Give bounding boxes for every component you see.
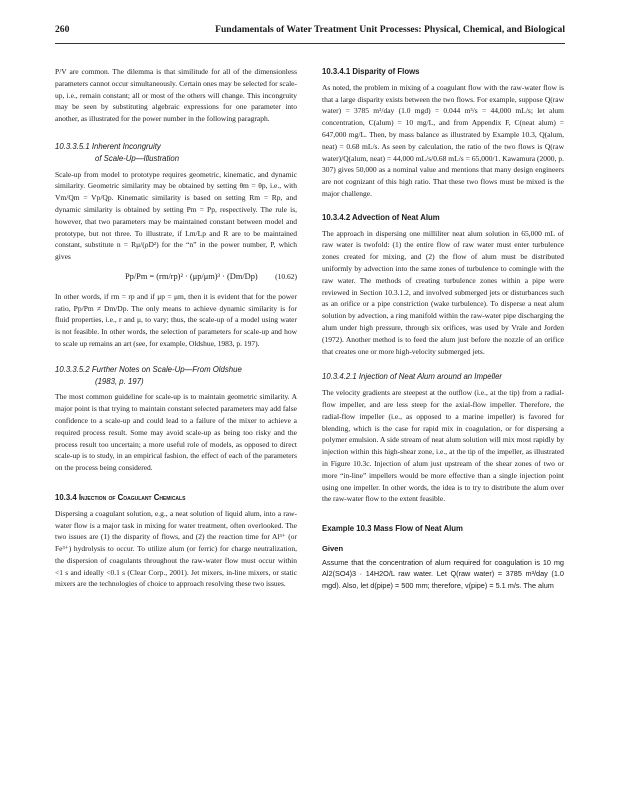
page-number: 260: [55, 24, 70, 35]
right-column: [322, 66, 564, 591]
paragraph: Scale-up from model to prototype requires geometric, kinematic, and dynamic similarity. Geometric similarity may be obtained by setting θm = θp, i.e., with Vm/Qm = Vp/Qp. Kinematic similarity is based on setting Rm = Rp, and dynamic similarity is obtained by setting Pm = Pp, respectively. The rule is, however, that two parameters may be maintained constant between model and prototype, but not three. To illustrate, if Lm/Lp and R are to be maintained constant, substitute n = Rμ/(ρD²) for the “n” in the power number, P, which gives: [55, 169, 297, 262]
example-given-label: Given: [322, 543, 344, 553]
paragraph: In other words, if rm = rp and if μp = μm, then it is evident that for the power ratio, Pp/Pm ≠ Dm/Dp. The only means to achieve dynamic similarity is for fluid properties, i.e., r and μ, to vary; thus, the scale-up of a model using water is not feasible. In other words, the selection of parameters for scale-up and how to scale up remains an art (see, for example, Oldshue, 1983, p. 197).: [55, 291, 297, 348]
section-heading: 10.3.4.2 Advection of Neat Alum: [322, 212, 440, 222]
subsection-heading: [55, 141, 297, 165]
subsection-heading: [55, 364, 297, 388]
paragraph: The most common guideline for scale-up is to maintain geometric similarity. A major point is that trying to maintain constant selected parameters may add false confidence to a scale-up and could lead to a failure of the mixer to achieve a required process result. Some may avoid scale-up as being too risky and the process result too uncertain; a more useful role of models, as opposed to direct scale-up is to study, in an empirical fashion, the effect of each of the parameters on the process being considered.: [55, 392, 297, 473]
section-heading: 10.3.4 Injection of Coagulant Chemicals: [55, 492, 186, 502]
example-title: Example 10.3 Mass Flow of Neat Alum: [322, 524, 463, 534]
left-column: [55, 66, 297, 598]
equation-10-62: [55, 271, 297, 283]
paragraph: The velocity gradients are steepest at the outflow (i.e., at the tip) from a radial-flow impeller, and are less steep for the axial-flow impeller. Therefore, the radial-flow impeller (i.e., as opposed to a marine impeller) is favored for blending, which is the case for rapid mix in coagulation, or for dispersing a polymer emulsion. A side stream of neat alum solution will mix most rapidly by injection within this high-shear zone, i.e., at the tip of the impeller, as illustrated in Figure 10.3c. Injection of alum just upstream of the shear zones of two or more “in-line” impellers would be more effective than a single injection point using one impeller. In other words, the idea is to try to distribute the alum over the raw-water flow to the extent feasible.: [322, 388, 564, 504]
subsection-heading: 10.3.4.2.1 Injection of Neat Alum around an Impeller: [322, 372, 503, 382]
paragraph: As noted, the problem in mixing of a coagulant flow with the raw-water flow is that a large disparity exists between the two flows. For example, suppose Q(raw water) = 3785 m³/day (1.0 mgd) = 0.044 m³/s = 44,000 mL/s; let alum concentration, C(alum) = 10 mg/L, and from Appendix F, C(neat alum) = 647,000 mg/L. Then, by mass balance as illustrated by Example 10.3, Q(alum, neat) = 0.68 mL/s. As seen by calculation, the ratio of the two flows is Q(raw water)/Q(alum, neat) = 44,000 mL/s/0.68 mL/s = 65,000/1. Kawamura (2000, p. 307) gives 50,000 as a nominal value and mentions that many design engineers are not cognizant of this high ratio. That these two flows must be mixed is the major challenge.: [322, 82, 564, 198]
paragraph: P/V are common. The dilemma is that similitude for all of the dimensionless parameters cannot occur simultaneously. Certain ones may be selected for scale-up, i.e., remain constant; all or most of the others will change. This incongruity may be seen by substituting algebraic expressions for one parameter into another, as illustrated for the power number in the following paragraph.: [55, 67, 297, 124]
paragraph: Dispersing a coagulant solution, e.g., a neat solution of liquid alum, into a raw-water flow is a major task in mixing for water treatment, often overlooked. The two issues are (1) the disparity of flows, and (2) the reaction time for Al³⁺ (or Fe³⁺) hydrolysis to occur. To utilize alum (or ferric) for charge neutralization, the dispersion of coagulants throughout the raw-water flow must occur within <1 s and ideally <0.1 s (Clear Corp., 2001). Jet mixers, in-line mixers, or static mixers are the technologies of choice to approach resolving these two issues.: [55, 508, 297, 589]
header-rule: [55, 43, 565, 44]
heading-line: of Scale-Up—Illustration: [95, 153, 180, 163]
equation: Pp/Pm = (rm/rp)² · (μp/μm)³ · (Dm/Dp): [125, 271, 258, 281]
example-paragraph: Assume that the concentration of alum required for coagulation is 10 mg Al2(SO4)3 · 14H2O/L raw water. Let Q(raw water) = 3785 m³/day (1.0 mgd). Also, let d(pipe) = 500 mm; therefore, v(pipe) = 5.1 m/s. The alum: [322, 557, 564, 590]
section-heading: 10.3.4.1 Disparity of Flows: [322, 67, 420, 76]
paragraph: The approach in dispersing one milliliter neat alum solution in 65,000 mL of raw water is twofold: (1) the entire flow of raw water must enter turbulence zones created for mixing, and (2) the flow of alum must be distributed uniformly by advection into the same zones of turbulence to comingle with the raw water. The methods of creating turbulence zones within a pipe were reviewed in Section 10.3.1.2, and involved submerged jets or disturbances such as an orifice or a pipe constriction (wake turbulence). To disperse a neat alum solution by advection, a ring manifold within the raw-water pipe discharging the alum under high pressure, through six orifices, was used by Vrale and Jorden (1972). Another method is to feed the alum just before the nozzle of an orifice that creates one or more high-velocity submerged jets.: [322, 228, 564, 356]
equation-number: (10.62): [275, 271, 297, 281]
heading-line: 10.3.3.5.2 Further Notes on Scale-Up—From Oldshue: [55, 364, 242, 374]
heading-line: (1983, p. 197): [95, 376, 144, 386]
running-header: [55, 24, 565, 40]
running-title: Fundamentals of Water Treatment Unit Processes: Physical, Chemical, and Biological: [215, 24, 565, 35]
heading-line: 10.3.3.5.1 Inherent Incongruity: [55, 141, 161, 151]
